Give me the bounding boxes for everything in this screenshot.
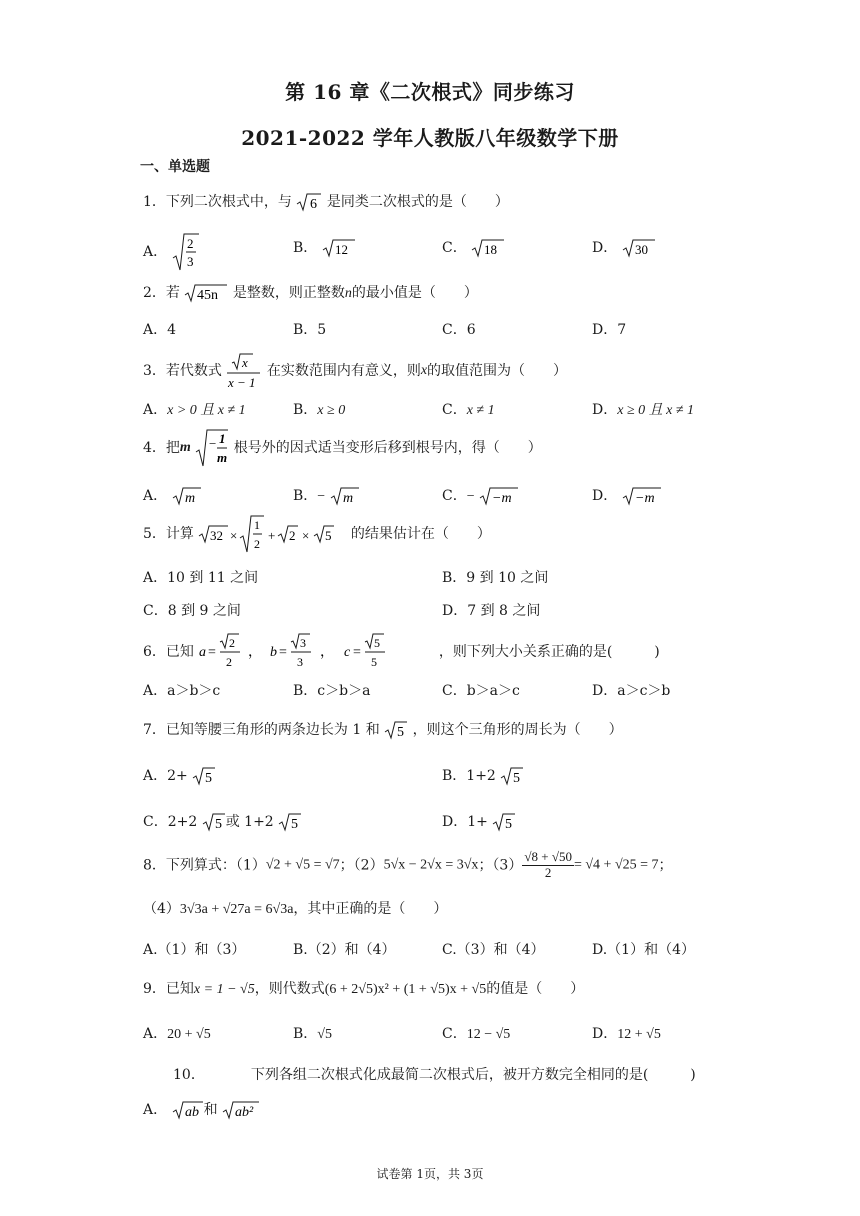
- q1-stem: 1．下列二次根式中，与: [143, 194, 292, 210]
- q8-expr-1: √2 + √5 = √7: [265, 857, 340, 873]
- q6-option-d: D．a＞c＞b: [592, 683, 671, 699]
- sqrt-m: [172, 486, 202, 506]
- svg-text:45n: 45n: [197, 288, 219, 303]
- sqrt-30: [622, 238, 656, 258]
- svg-text:m: m: [184, 491, 195, 506]
- q4-option-b: B．− m: [293, 486, 360, 506]
- question-2: 2．若 45n 是整数，则正整数n的最小值是（ ）: [143, 285, 478, 303]
- svg-text:5: 5: [205, 771, 213, 786]
- question-4: 4．把m − 1 m 根号外的因式适当变形后移到根号内，得（ ）: [143, 428, 542, 468]
- svg-text:32: 32: [210, 528, 224, 543]
- q7-option-a: A．2+ 5: [143, 766, 216, 786]
- q8-option-a: A.（1）和（3）: [143, 942, 246, 958]
- q1-option-b: B． 12: [293, 238, 356, 258]
- svg-text:=: =: [353, 645, 362, 660]
- svg-text:−: −: [209, 436, 217, 451]
- svg-text:=: =: [279, 645, 288, 660]
- sqrt-12: [322, 238, 356, 258]
- q2-option-b: B．5: [293, 322, 327, 338]
- q2-option-a: A．4: [143, 322, 177, 338]
- q5-option-b: B．9 到 10 之间: [442, 570, 549, 586]
- svg-text:x − 1: x − 1: [228, 375, 256, 390]
- sqrt-5: [278, 812, 302, 832]
- svg-text:5: 5: [505, 817, 513, 832]
- q9-option-b: B．√5: [293, 1026, 332, 1042]
- svg-text:30: 30: [634, 242, 648, 257]
- question-10: 10． 下列各组二次根式化成最简二次根式后，被开方数完全相同的是( ): [173, 1067, 696, 1083]
- svg-text:m: m: [342, 491, 353, 506]
- sqrt-18: [471, 238, 505, 258]
- svg-text:×: ×: [302, 528, 310, 543]
- q5-option-d: D．7 到 8 之间: [442, 603, 541, 619]
- q6-option-a: A．a＞b＞c: [143, 683, 221, 699]
- question-3: 3．若代数式 x x − 1 在实数范围内有意义，则x的取值范围为（ ）: [143, 352, 567, 390]
- svg-text:5: 5: [291, 817, 299, 832]
- page-footer: 试卷第 1页，共 3页: [376, 1167, 484, 1181]
- q9-option-d: D．12 + √5: [592, 1026, 661, 1042]
- sqrt-two-thirds: [172, 232, 200, 272]
- q2-option-c: C．6: [442, 322, 476, 338]
- q6-option-b: B．c＞b＞a: [293, 683, 371, 699]
- svg-text:5: 5: [214, 817, 222, 832]
- svg-text:2: 2: [226, 655, 233, 669]
- q9-option-c: C．12 − √5: [442, 1026, 511, 1042]
- q8-option-d: D.（1）和（4）: [592, 942, 695, 958]
- q3-option-b: B．x ≥ 0: [293, 402, 346, 418]
- q5-option-c: C．8 到 9 之间: [143, 603, 241, 619]
- sqrt-5: [500, 766, 524, 786]
- svg-text:5: 5: [371, 655, 378, 669]
- svg-text:x: x: [242, 355, 249, 370]
- svg-text:3: 3: [300, 636, 307, 650]
- sqrt-minus-one-over-m: [195, 428, 229, 468]
- sqrt-neg-m: [622, 486, 662, 506]
- q4-option-a: A． m: [143, 486, 202, 506]
- svg-text:a: a: [199, 645, 207, 660]
- sqrt-5: [192, 766, 216, 786]
- sqrt-45n: [184, 283, 228, 303]
- svg-text:18: 18: [484, 242, 498, 257]
- sqrt-6: [296, 192, 322, 212]
- q8-expr-2: 5√x − 2√x = 3√x: [383, 857, 479, 873]
- svg-text:2: 2: [229, 636, 236, 650]
- page-subtitle: 2021-2022 学年人教版八年级数学下册: [241, 126, 619, 150]
- q8-option-b: B.（2）和（4）: [293, 942, 396, 958]
- q9-condition: x = 1 − √5: [193, 982, 255, 997]
- svg-text:5: 5: [397, 725, 405, 740]
- question-8: 8．下列算式：（1）√2 + √5 = √7；（2）5√x − 2√x = 3√x；（3） $\frac{√8 + √50}{2}$ = √4 + √25 = 7；: [143, 849, 673, 880]
- q3-option-a: A．x > 0 且 x ≠ 1: [143, 402, 246, 418]
- q2-option-d: D．7: [592, 322, 627, 338]
- q4-option-c: C．− −m: [442, 486, 519, 506]
- svg-text:5: 5: [513, 771, 521, 786]
- svg-text:1: 1: [219, 431, 226, 446]
- q1-option-c: C． 18: [442, 238, 505, 258]
- svg-text:6: 6: [310, 197, 318, 212]
- svg-text:12: 12: [334, 242, 348, 257]
- sqrt-ab-squared: [222, 1100, 260, 1120]
- svg-text:m: m: [217, 450, 228, 465]
- svg-text:ab²: ab²: [235, 1105, 254, 1120]
- question-1: [143, 192, 509, 212]
- svg-text:−m: −m: [492, 491, 512, 506]
- q1-option-a: A． 2 3: [143, 232, 200, 272]
- q9-option-a: A．20 + √5: [143, 1026, 211, 1042]
- svg-text:，: ，: [320, 645, 335, 660]
- q7-option-d: D．1+ 5: [442, 812, 516, 832]
- svg-text:5: 5: [325, 528, 332, 543]
- neg-sqrt-m: [330, 486, 360, 506]
- svg-text:5: 5: [374, 636, 381, 650]
- q5-option-a: A．10 到 11 之间: [143, 570, 259, 586]
- svg-text:×: ×: [230, 528, 238, 543]
- page-title: 第 16 章《二次根式》同步练习: [285, 80, 575, 104]
- q6-given-values: [198, 632, 434, 672]
- q6-option-c: C．b＞a＞c: [442, 683, 520, 699]
- fraction-sqrt-x-over-x-minus-1: [226, 352, 262, 390]
- sqrt-5: [202, 812, 226, 832]
- q10-option-a: A． ab 和 ab²: [143, 1100, 260, 1120]
- svg-text:2: 2: [254, 537, 261, 551]
- svg-text:=: =: [208, 645, 217, 660]
- question-7: 7．已知等腰三角形的两条边长为 1 和 5 ，则这个三角形的周长为（ ）: [143, 722, 623, 740]
- svg-text:ab: ab: [184, 1105, 199, 1120]
- svg-text:−m: −m: [634, 491, 655, 506]
- svg-text:c: c: [344, 645, 351, 660]
- sqrt-5: [492, 812, 516, 832]
- q1-option-d: D． 30: [592, 238, 656, 258]
- svg-text:3: 3: [186, 254, 194, 269]
- svg-text:b: b: [270, 645, 278, 660]
- question-5: 5．计算 32 × 1 2 + 2 × 5 的结果估计在（ ）: [143, 514, 491, 554]
- q8-option-c: C.（3）和（4）: [442, 942, 545, 958]
- q1-stem-tail: 是同类二次根式的是（ ）: [326, 194, 509, 210]
- q3-option-d: D．x ≥ 0 且 x ≠ 1: [592, 402, 695, 418]
- svg-text:2: 2: [289, 528, 296, 543]
- q4-option-d: D． −m: [592, 486, 662, 506]
- svg-text:1: 1: [254, 518, 261, 532]
- svg-text:，: ，: [248, 645, 263, 660]
- sqrt-5: [384, 720, 408, 740]
- q9-expression: (6 + 2√5)x² + (1 + √5)x + √5: [324, 982, 487, 997]
- question-9: 9．已知x = 1 − √5，则代数式(6 + 2√5)x² + (1 + √5)x + √5的值是（ ）: [143, 981, 585, 997]
- q7-option-c: C．2+2 5 或 1+2 5: [143, 812, 302, 832]
- q8-expr-4: 3√3a + √27a = 6√3a: [179, 902, 294, 917]
- q5-expression: [198, 514, 346, 554]
- q3-option-c: C．x ≠ 1: [442, 402, 495, 418]
- svg-text:+: +: [268, 528, 276, 543]
- q8-expr-3-fraction: $\frac{√8 + √50}{2}$: [524, 849, 572, 880]
- section-heading: 一、单选题: [140, 159, 210, 175]
- neg-sqrt-neg-m: [479, 486, 519, 506]
- svg-text:3: 3: [297, 655, 304, 669]
- sqrt-ab: [172, 1100, 204, 1120]
- svg-text:2: 2: [186, 236, 194, 251]
- question-6: 6．已知 a = 2 2 ， b = 3 3 ， c = 5 5 ，则下列大小关系正确的是( ): [143, 632, 660, 672]
- question-8-line-2: （4）3√3a + √27a = 6√3a，其中正确的是（ ）: [143, 901, 448, 917]
- q7-option-b: B．1+2 5: [442, 766, 524, 786]
